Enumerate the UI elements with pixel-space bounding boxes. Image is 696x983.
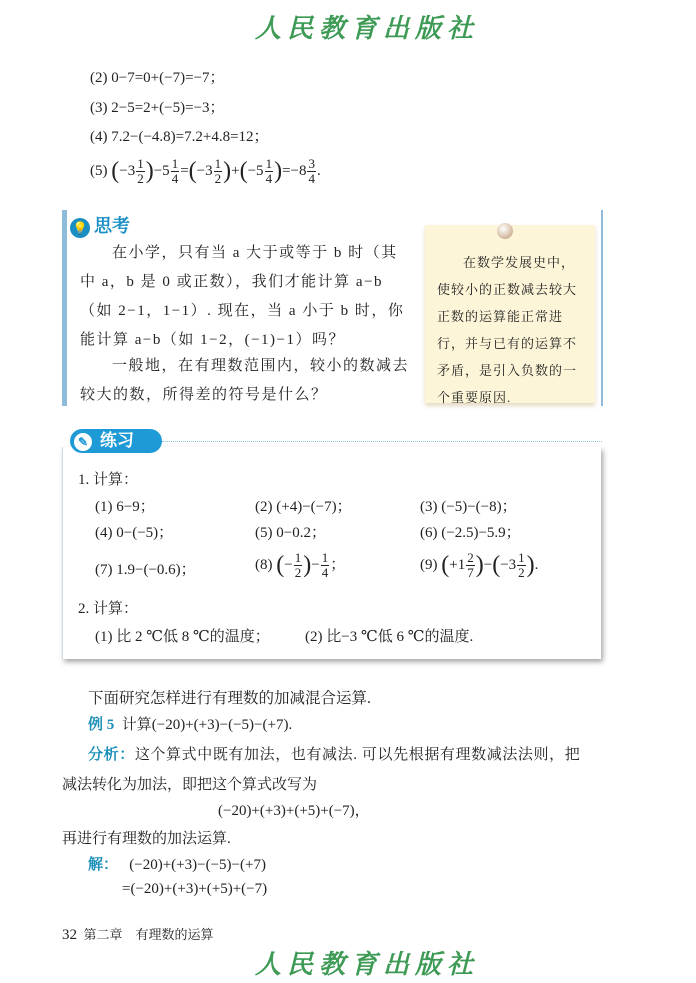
math-text: (8) (255, 556, 277, 573)
exercise-item (420, 551, 538, 580)
numerator: 1 (214, 156, 222, 171)
fraction (265, 157, 274, 186)
math-text: −3 (119, 162, 136, 179)
math-text: (6) (−2.5)−5.9； (420, 525, 521, 541)
paren: ( (111, 158, 120, 184)
analysis-text: 这个算式中既有加法，也有减法. 可以先根据有理数减法法则，把 (134, 747, 581, 763)
math-text: = (180, 162, 189, 179)
pencil-icon: ✎ (74, 433, 92, 451)
page-number: 32 (62, 927, 77, 943)
example-text: 计算(−20)+(+3)−(−5)−(+7). (121, 717, 293, 733)
denominator: 2 (137, 171, 144, 186)
exercise-item (255, 495, 352, 516)
analysis-line-1 (88, 743, 580, 764)
example-label: 例 5 (88, 717, 115, 733)
math-text: (7) 1.9−(−0.6)； (95, 562, 196, 578)
math-text: −5 (153, 162, 170, 179)
think-right-bar (601, 210, 603, 406)
analysis-line-2: 减法转化为加法，即把这个算式改写为 (62, 777, 318, 793)
math-text: −3 (196, 162, 213, 179)
intro-text: 下面研究怎样进行有理数的加减混合运算. (88, 690, 371, 707)
example-line (90, 125, 269, 146)
exercise-tab (70, 429, 162, 453)
fraction (214, 157, 223, 186)
math-text: (5) 0−0.2； (255, 525, 326, 541)
fraction (294, 551, 303, 580)
math-text: (3) (−5)−(−8)； (420, 499, 517, 515)
exercise-item (255, 521, 326, 542)
exercise-q2-label: 2. 计算： (78, 601, 139, 617)
think-heading (70, 212, 130, 238)
paren: ) (145, 158, 154, 184)
math-text: − (284, 556, 293, 573)
paren: ) (475, 552, 484, 578)
math-text: −5 (247, 162, 264, 179)
example-line (90, 96, 225, 117)
fraction (136, 157, 145, 186)
numerator: 1 (518, 550, 525, 565)
math-text: (4) 0−(−5)； (95, 525, 174, 541)
math-text: (5) (90, 162, 112, 179)
numerator: 2 (467, 550, 474, 565)
exercise-item: (1) 比 2 ℃低 8 ℃的温度； (95, 629, 270, 645)
exercise-title: 练习 (100, 431, 134, 450)
exercise-item: (2) 比−3 ℃低 6 ℃的温度. (305, 629, 474, 645)
think-left-bar (62, 210, 67, 406)
exercise-item (95, 495, 155, 516)
pushpin-icon (497, 223, 513, 239)
exercise-item (420, 521, 521, 542)
chapter-title: 第二章 有理数的运算 (83, 927, 214, 942)
exercise-item (420, 495, 517, 516)
math-text: (2) (+4)−(−7)； (255, 499, 352, 515)
denominator: 2 (518, 565, 525, 580)
think-paragraph-1: 在小学，只有当 a 大于或等于 b 时（其中 a，b 是 0 或正数），我们才能计算 a−b（如 2−1，1−1）. 现在，当 a 小于 b 时，你能计算 a−b（如 1−2，(−1)−1）吗？ (80, 245, 405, 348)
math-text: . (316, 162, 321, 179)
denominator: 2 (294, 565, 302, 580)
fraction (321, 551, 330, 580)
numerator: 1 (171, 156, 179, 171)
paren: ) (274, 158, 283, 184)
rewritten-formula: (−20)+(+3)+(+5)+(−7)， (218, 803, 370, 819)
denominator: 7 (467, 565, 474, 580)
solution-label: 解： (88, 857, 119, 873)
denominator: 4 (265, 171, 273, 186)
publisher-logo-bottom: 人民教育出版社 (255, 950, 480, 980)
paren: ( (492, 552, 501, 578)
think-paragraph-2: 一般地，在有理数范围内，较小的数减去较大的数，所得差的符号是什么？ (80, 358, 410, 403)
math-text: =−8 (282, 162, 307, 179)
exercise-item (255, 551, 345, 580)
numerator: 1 (137, 156, 144, 171)
fraction (171, 157, 180, 186)
example-5 (88, 713, 292, 734)
exercise-item (95, 521, 173, 542)
math-text: (2) 0−7=0+(−7)=−7； (90, 70, 225, 86)
math-text: ； (330, 556, 346, 573)
math-text: (9) (420, 556, 442, 573)
numerator: 1 (294, 550, 302, 565)
fraction (466, 551, 475, 580)
solution-text: (−20)+(+3)−(−5)−(+7) (129, 857, 266, 873)
example-line (90, 157, 321, 186)
paren: ) (526, 552, 535, 578)
math-text: − (311, 556, 320, 573)
paren: ( (188, 158, 197, 184)
math-text: (1) 6−9； (95, 499, 155, 515)
exercise-q1-label: 1. 计算： (78, 472, 139, 488)
paren: ( (239, 158, 248, 184)
solution-line-2: =(−20)+(+3)+(+5)+(−7) (122, 881, 268, 897)
denominator: 4 (171, 171, 179, 186)
analysis-label: 分析： (88, 747, 135, 763)
numerator: 1 (265, 156, 273, 171)
publisher-logo-top: 人民教育出版社 (255, 14, 480, 44)
denominator: 4 (308, 171, 315, 186)
math-text: (4) 7.2−(−4.8)=7.2+4.8=12； (90, 129, 269, 145)
paren: ) (303, 552, 312, 578)
paren: ) (223, 158, 232, 184)
side-note-text: 在数学发展史中，使较小的正数减去较大正数的运算能正常进行，并与已有的运算不矛盾，是引入负数的一个重要原因. (437, 255, 578, 405)
side-note-card (425, 225, 595, 403)
solution-line-1 (88, 853, 266, 874)
exercise-divider (162, 441, 602, 442)
paren: ( (276, 552, 285, 578)
analysis-line-3: 再进行有理数的加法运算. (62, 831, 231, 847)
numerator: 3 (308, 156, 315, 171)
denominator: 4 (321, 565, 329, 580)
numerator: 1 (321, 550, 329, 565)
fraction (307, 157, 316, 186)
exercise-item (95, 558, 196, 579)
example-line (90, 66, 225, 87)
page-footer (62, 924, 214, 944)
lightbulb-icon: 💡 (70, 218, 90, 238)
denominator: 2 (214, 171, 222, 186)
math-text: (3) 2−5=2+(−5)=−3； (90, 100, 225, 116)
think-title: 思考 (94, 216, 130, 236)
math-text: − (483, 556, 493, 573)
math-text: . (534, 556, 539, 573)
math-text: +1 (449, 556, 466, 573)
math-text: −3 (500, 556, 517, 573)
fraction (517, 551, 526, 580)
math-text: + (231, 162, 240, 179)
paren: ( (441, 552, 450, 578)
